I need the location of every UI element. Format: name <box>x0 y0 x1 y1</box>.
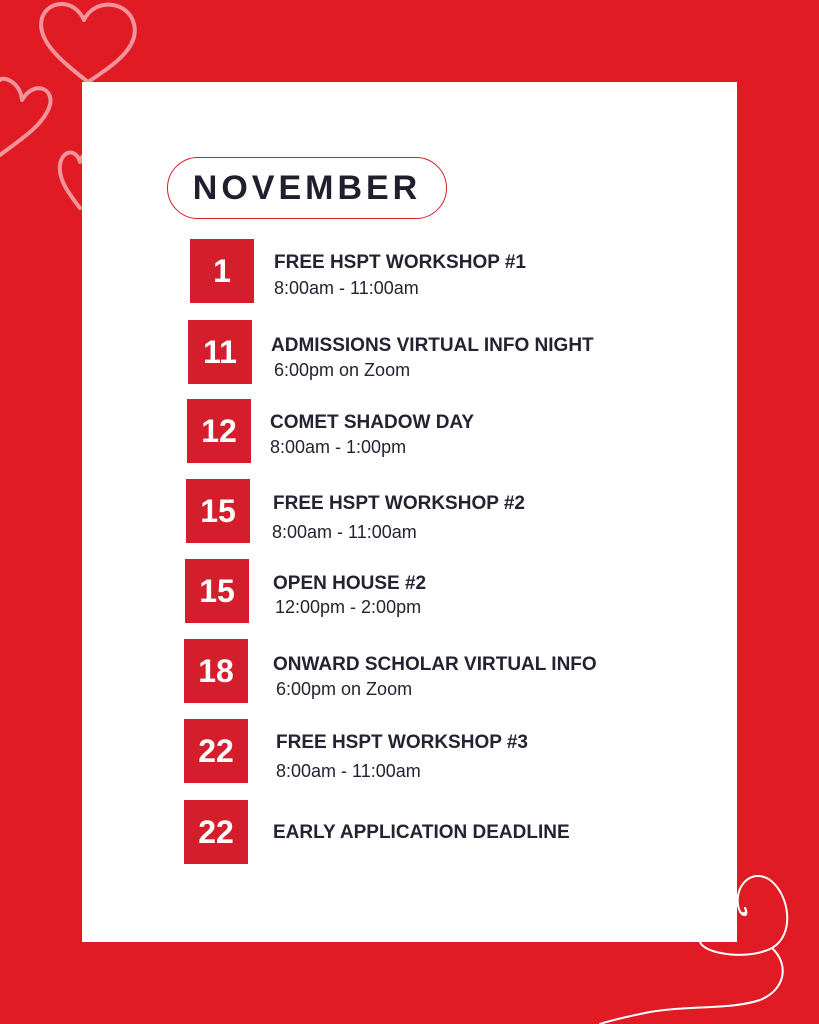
date-badge: 15 <box>185 559 249 623</box>
date-badge: 22 <box>184 719 248 783</box>
event-title: OPEN HOUSE #2 <box>273 573 427 594</box>
event-title: ADMISSIONS VIRTUAL INFO NIGHT <box>271 335 594 356</box>
event-title: COMET SHADOW DAY <box>270 412 475 433</box>
event-row <box>82 399 737 469</box>
event-time: 6:00pm on Zoom <box>276 679 413 699</box>
heart-icon <box>0 79 51 155</box>
event-title: EARLY APPLICATION DEADLINE <box>273 822 570 843</box>
event-row <box>82 719 737 789</box>
event-time: 12:00pm - 2:00pm <box>275 597 422 617</box>
event-time: 6:00pm on Zoom <box>274 360 411 380</box>
heart-icon <box>41 4 135 82</box>
event-row <box>82 800 737 870</box>
event-time: 8:00am - 11:00am <box>272 522 417 542</box>
event-row <box>82 639 737 709</box>
date-badge: 15 <box>186 479 250 543</box>
event-title: FREE HSPT WORKSHOP #1 <box>274 252 526 273</box>
event-time: 8:00am - 11:00am <box>274 278 419 298</box>
schedule-card <box>82 82 737 942</box>
heart-line <box>740 908 746 913</box>
event-title: FREE HSPT WORKSHOP #3 <box>276 732 528 753</box>
month-title: NOVEMBER <box>167 157 447 219</box>
heart-line <box>600 948 783 1024</box>
event-row <box>82 559 737 629</box>
date-badge: 18 <box>184 639 248 703</box>
date-badge: 22 <box>184 800 248 864</box>
event-time: 8:00am - 1:00pm <box>270 437 407 457</box>
event-title: FREE HSPT WORKSHOP #2 <box>273 493 525 514</box>
date-badge: 11 <box>188 320 252 384</box>
event-row <box>82 320 737 390</box>
event-row <box>82 479 737 549</box>
date-badge: 12 <box>187 399 251 463</box>
date-badge: 1 <box>190 239 254 303</box>
event-title: ONWARD SCHOLAR VIRTUAL INFO <box>273 654 597 675</box>
event-time: 8:00am - 11:00am <box>276 761 421 781</box>
event-row <box>82 239 737 309</box>
